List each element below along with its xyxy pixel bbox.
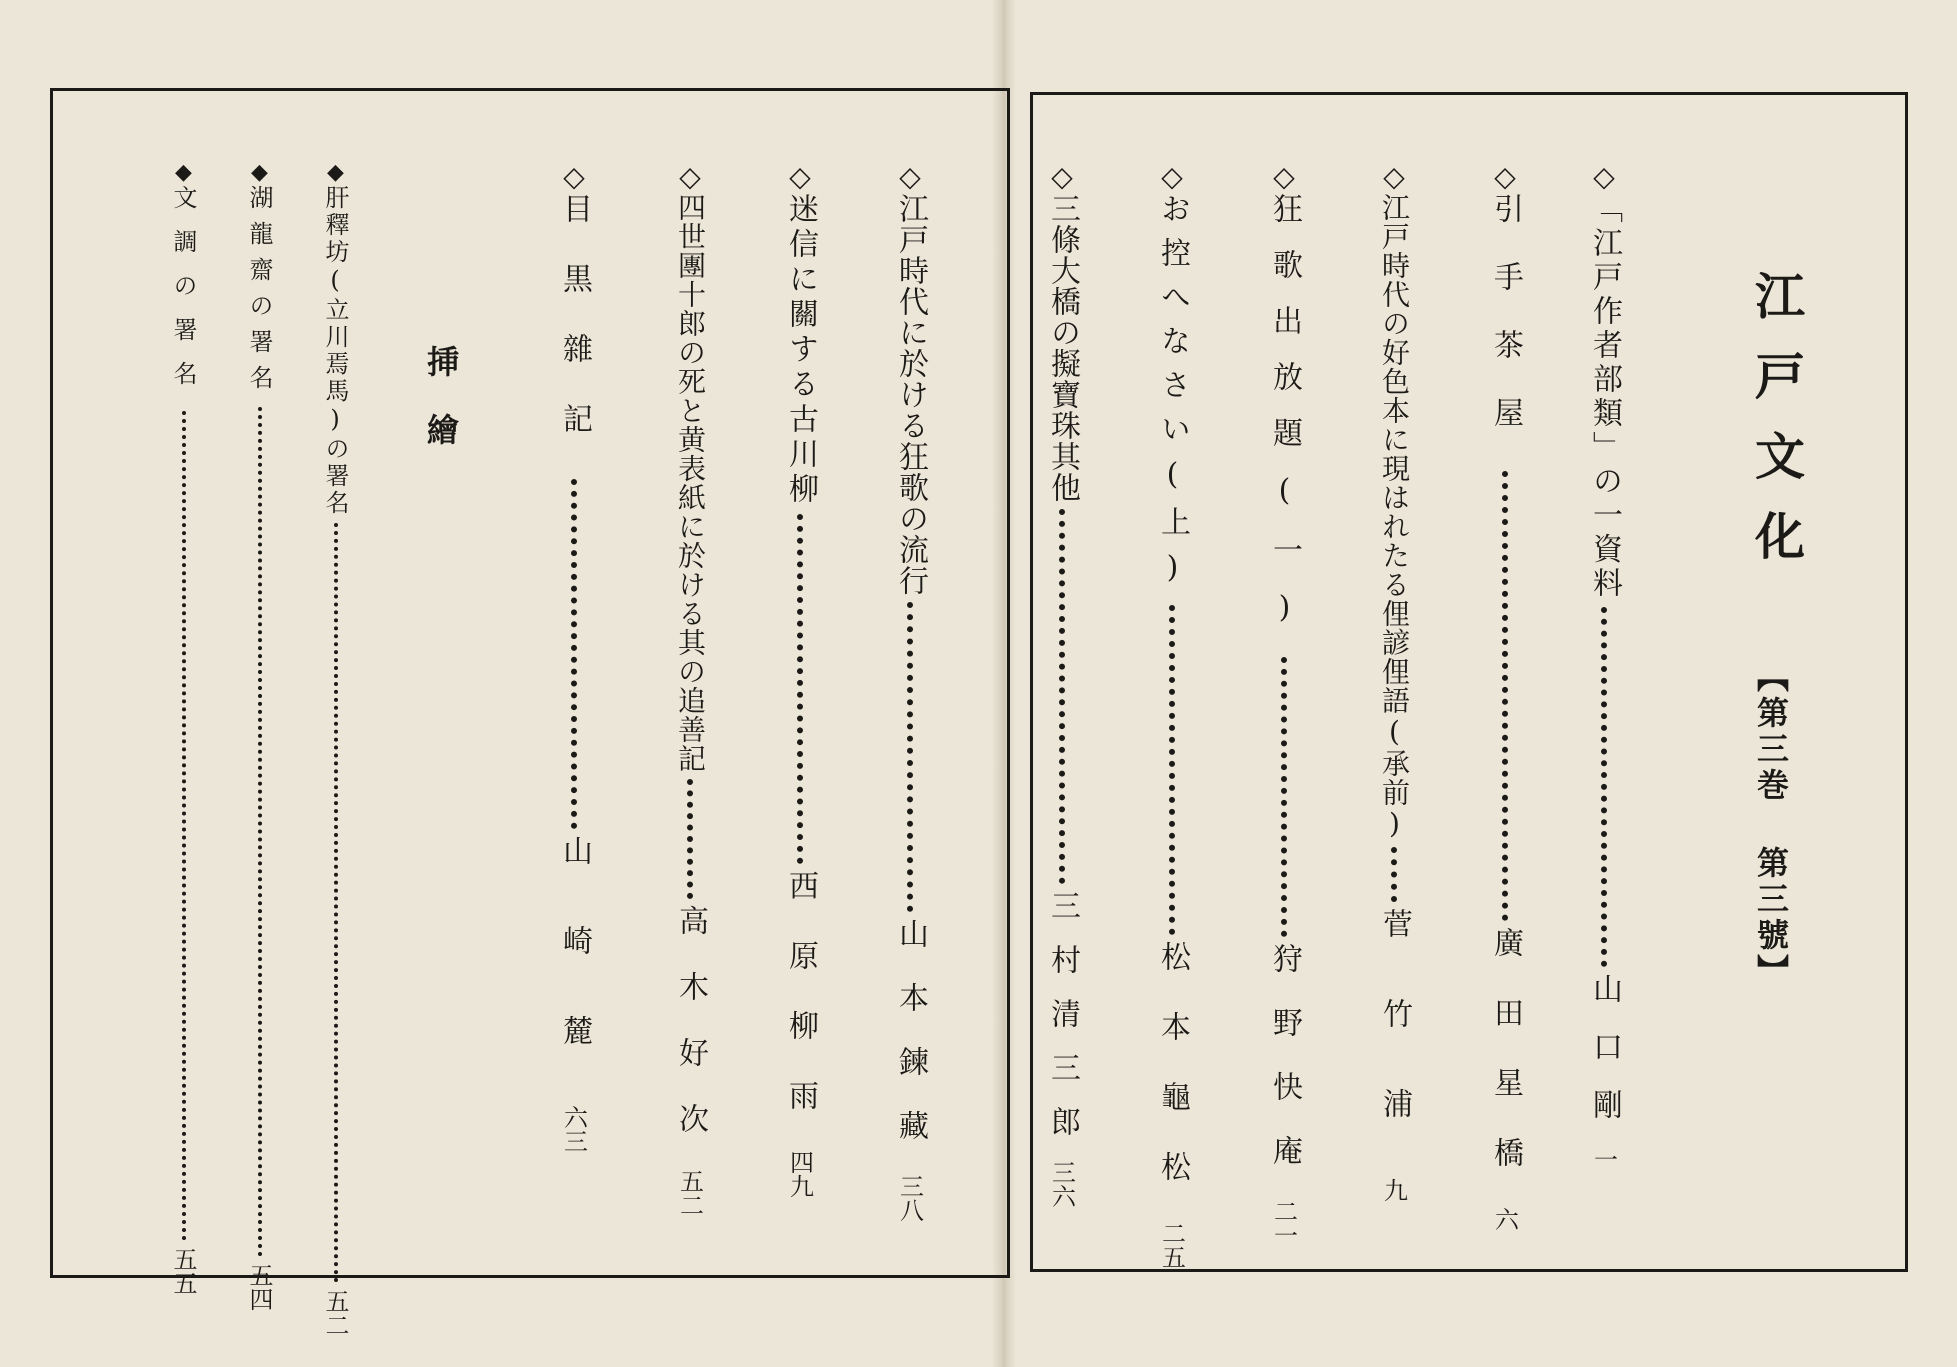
- toc-entry: [1150, 160, 1194, 1269]
- leader-dots: [1601, 607, 1607, 967]
- toc-entry: [1262, 160, 1306, 1247]
- entry-title: お控へなさい(上): [1155, 193, 1190, 599]
- diamond-icon: ◇: [1045, 160, 1079, 193]
- leader-dots: [687, 779, 693, 899]
- toc-entry: [1372, 160, 1416, 1202]
- toc-entry: [668, 160, 712, 1217]
- entry-page: 二一: [1269, 1199, 1298, 1247]
- toc-entry: [1483, 160, 1527, 1231]
- diamond-icon: ◇: [1267, 160, 1301, 193]
- entry-page: 六: [1490, 1207, 1519, 1231]
- entry-title: 肝釋坊(立川焉馬)の署名: [321, 185, 349, 517]
- leader-dots: [1281, 657, 1287, 937]
- filled-diamond-icon: ◆: [247, 160, 272, 185]
- leader-dots: [182, 411, 186, 1241]
- entry-page: 三六: [1047, 1160, 1076, 1208]
- diamond-icon: ◇: [1377, 160, 1411, 193]
- entry-page: 二五: [1157, 1221, 1186, 1269]
- diamond-icon: ◇: [557, 160, 591, 193]
- entry-title: 引手茶屋: [1488, 193, 1523, 465]
- toc-entry: [778, 160, 822, 1198]
- entry-author: 三村清三郎: [1045, 890, 1080, 1160]
- diamond-icon: ◇: [1155, 160, 1189, 193]
- magazine-title: 江戸文化: [1747, 270, 1806, 590]
- entry-title: 文調の署名: [169, 185, 197, 405]
- leader-dots: [258, 407, 262, 1257]
- entry-page: 五四: [245, 1263, 273, 1311]
- issue-number: 【第三巻 第三號】: [1752, 660, 1790, 990]
- leader-dots: [334, 523, 338, 1283]
- entry-page: 四九: [785, 1150, 814, 1198]
- diamond-icon: ◇: [893, 160, 927, 193]
- entry-author: 廣田星橋: [1488, 927, 1523, 1207]
- entry-title: 湖龍齋の署名: [245, 185, 273, 401]
- entry-author: 西原柳雨: [783, 870, 818, 1150]
- leader-dots: [797, 514, 803, 864]
- entry-author: 山崎麓: [557, 835, 592, 1105]
- illustrations-heading: 挿繪: [422, 345, 460, 481]
- illustration-entry: [166, 160, 201, 1295]
- toc-entry: [1040, 160, 1084, 1208]
- entry-title: 迷信に關する古川柳: [783, 193, 818, 508]
- leader-dots: [1169, 605, 1175, 935]
- entry-title: 狂歌出放題(一): [1267, 193, 1302, 651]
- leader-dots: [1391, 847, 1397, 902]
- illustration-entry: [242, 160, 277, 1311]
- entry-author: 狩野快庵: [1267, 943, 1302, 1199]
- toc-entry: [888, 160, 932, 1222]
- entry-title: 四世團十郎の死と黄表紙に於ける其の追善記: [674, 193, 707, 773]
- entry-page: 九: [1379, 1178, 1408, 1202]
- entry-page: 一: [1589, 1147, 1618, 1171]
- filled-diamond-icon: ◆: [323, 160, 348, 185]
- toc-entry: [1582, 160, 1626, 1171]
- entry-page: 三八: [895, 1174, 924, 1222]
- entry-author: 高木好次: [673, 905, 708, 1169]
- entry-author: 山口剛: [1587, 973, 1622, 1147]
- diamond-icon: ◇: [1488, 160, 1522, 193]
- entry-title: 三條大橋の擬寶珠其他: [1045, 193, 1080, 503]
- leader-dots: [1059, 509, 1065, 884]
- illustration-entry: [318, 160, 353, 1337]
- leader-dots: [907, 602, 913, 912]
- entry-title: 「江戸作者部類」の一資料: [1587, 193, 1622, 601]
- entry-author: 山本鍊藏: [893, 918, 928, 1174]
- entry-title: 江戸時代に於ける狂歌の流行: [893, 193, 928, 596]
- diamond-icon: ◇: [1587, 160, 1621, 193]
- entry-title: 江戸時代の好色本に現はれたる俚諺俚語(承前): [1378, 193, 1411, 841]
- entry-author: 松本龜松: [1155, 941, 1190, 1221]
- entry-author: 菅竹浦: [1377, 908, 1412, 1178]
- diamond-icon: ◇: [783, 160, 817, 193]
- leader-dots: [1502, 471, 1508, 921]
- diamond-icon: ◇: [673, 160, 707, 193]
- entry-title: 目黒雜記: [557, 193, 592, 473]
- entry-page: 五二: [675, 1169, 704, 1217]
- leader-dots: [571, 479, 577, 829]
- entry-page: 五五: [169, 1247, 197, 1295]
- filled-diamond-icon: ◆: [171, 160, 196, 185]
- entry-page: 五二: [321, 1289, 349, 1337]
- toc-entry: [552, 160, 596, 1153]
- entry-page: 六三: [559, 1105, 588, 1153]
